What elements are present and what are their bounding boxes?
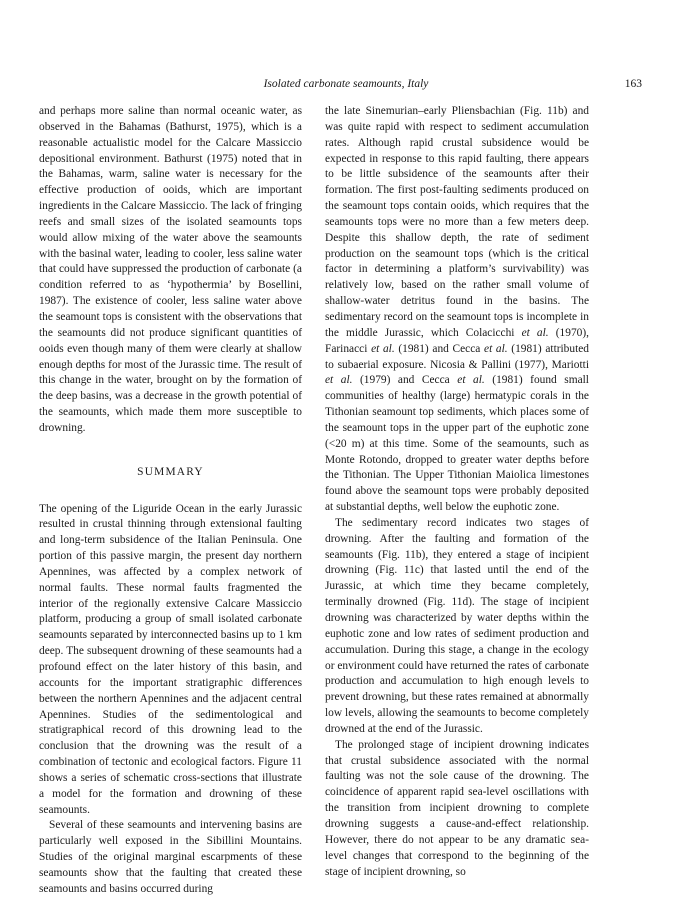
right-paragraph-3: The prolonged stage of incipient drowning indicates that crustal subsidence associated with the normal faulting was not the sole cause of the drowning. The coincidence of apparent rapid sea-level oscillations with the transition from incipient drowning to complete drowning suggests a cause-and-effect relationship. However, there do not appear to be any dramatic sea-level changes that correspond to the beginning of the stage of incipient drowning, so [325, 738, 589, 878]
et-al-italic: et al. [371, 342, 395, 355]
left-paragraph-3: Several of these seamounts and intervening basins are particularly well exposed in the Sibillini Mountains. Studies of the original marginal escarpments of these seamounts show that the faulting that created these seamounts and basins occurred during [39, 819, 302, 895]
right-paragraph-1-text-e: (1979) and Cecca [352, 374, 458, 387]
right-paragraph-1-text-a: the late Sinemurian–early Pliensbachian (Fig. 11b) and was quite rapid with respect to sediment accumulation rates. Although rapid crustal subsidence would be expected in response to this rapid faulting, there appears to be little subsidence of the seamounts after their formation. The first post-faulting sediments produced on the seamount tops contain ooids, which requires that the seamounts tops were no more than a few meters deep. Despite this shallow depth, the rate of sediment production on the seamount tops (which is the critical factor in determining a platform’s survivability) was relatively low, based on the rather small volume of shallow-water detritus found in the basins. The sedimentary record on the seamount tops is incomplete in the middle Jurassic, which Colacicchi [325, 105, 589, 339]
right-paragraph-1-text-b: (1970), Farinacci [325, 326, 589, 355]
et-al-italic: et al. [521, 326, 549, 339]
page-number: 163 [624, 78, 642, 90]
left-column [39, 104, 302, 898]
et-al-italic: et al. [457, 374, 485, 387]
et-al-italic: et al. [325, 374, 353, 387]
left-paragraph-1: and perhaps more saline than normal oceanic water, as observed in the Bahamas (Bathurst, 1975), which is a reasonable actualistic model for the Calcare Massiccio depositional environment. Bathurst (1975) noted that in the Bahamas, warm, saline water is necessary for the effective production of ooids, which are important ingredients in the Calcare Massiccio. The lack of fringing reefs and small sizes of the isolated seamounts tops would allow mixing of the water above the seamounts with the basinal water, leading to cooler, less saline water that could have suppressed the production of carbonate (a condition referred to as ‘hypothermia’ by Bosellini, 1987). The existence of cooler, less saline water above the seamount tops is consistent with the observations that the seamounts did not produce significant quantities of ooids even though many of them were clearly at shallow enough depths for most of the Jurassic time. The result of this change in the water, brought on by the formation of the deep basins, was a decrease in the growth potential of the seamounts, which made them more susceptible to drowning. [39, 105, 302, 434]
right-paragraph-1-text-f: (1981) found small communities of healthy (large) hermatypic corals in the Tithonian seamount top sediments, which places some of the seamount tops in the upper part of the euphotic zone (<20 m) at this time. Some of the seamounts, such as Monte Rotondo, dropped to greater water depths before the Tithonian. The Upper Tithonian Maiolica limestones found above the seamount tops were probably deposited at substantial depths, well below the euphotic zone. [325, 374, 589, 514]
right-paragraph-1-text-c: (1981) and Cecca [394, 342, 485, 355]
right-column [325, 104, 589, 880]
summary-heading: SUMMARY [137, 465, 204, 478]
right-paragraph-1-text-d: (1981) attributed to subaerial exposure. Nicosia & Pallini (1977), Mariotti [325, 342, 589, 371]
right-paragraph-2: The sedimentary record indicates two stages of drowning. After the faulting and formation of the seamounts (Fig. 11b), they entered a stage of incipient drowning (Fig. 11c) that lasted until the end of the Jurassic, at which time they became completely, terminally drowned (Fig. 11d). The stage of incipient drowning was characterized by water depths within the euphotic zone and low rates of sediment production and accumulation. During this stage, a change in the ecology or environment could have returned the rates of carbonate production and accumulation to high enough levels to prevent drowning, but these rates remained at abnormally low levels, allowing the seamounts to become completely drowned at the end of the Jurassic. [325, 516, 589, 735]
running-header [40, 78, 652, 94]
et-al-italic: et al. [484, 342, 508, 355]
right-paragraph-1 [325, 104, 589, 516]
left-paragraph-2: The opening of the Liguride Ocean in the early Jurassic resulted in crustal thinning through extensional faulting and long-term subsidence of the Italian Peninsula. One portion of this passive margin, the present day northern Apennines, was affected by a complex network of normal faults. These normal faults fragmented the interior of the regionally extensive Calcare Massiccio platform, producing a group of small isolated carbonate seamounts separated by interconnected basins up to 1 km deep. The subsequent drowning of these seamounts had a profound effect on the later history of this basin, and accounts for the important stratigraphic differences between the northern Apennines and the adjacent central Apennines. Studies of the sedimentological and stratigraphical record of this drowning lead to the conclusion that the drowning was the result of a combination of tectonic and ecological factors. Figure 11 shows a series of schematic cross-sections that illustrate a model for the formation and drowning of these seamounts. [39, 502, 302, 816]
running-title: Isolated carbonate seamounts, Italy [263, 78, 429, 90]
